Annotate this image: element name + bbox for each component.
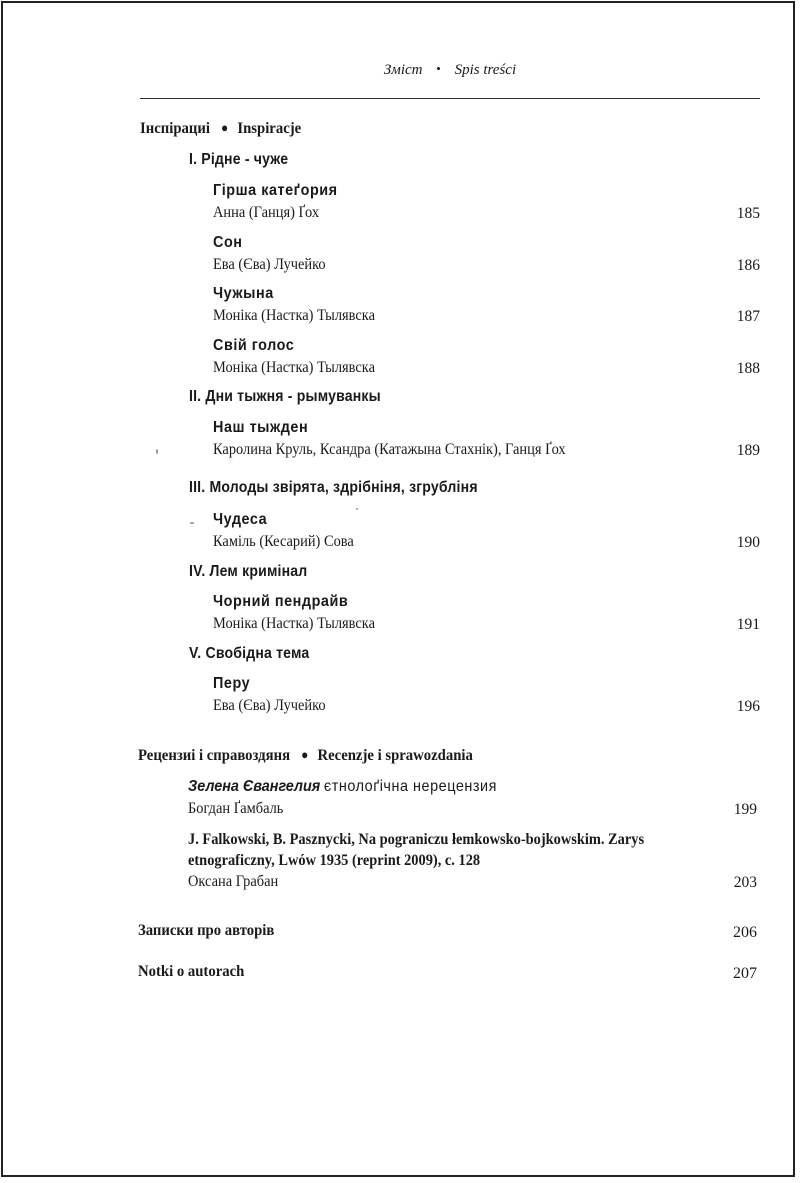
entry-title: Наш тыжден: [213, 419, 309, 436]
entry-page-number: 190: [736, 534, 760, 551]
review-title-rest: єтнолоґічна нерецензия: [323, 778, 497, 795]
scan-speck: [190, 522, 194, 524]
chapter-heading: [189, 563, 307, 581]
chapter-numeral: I.: [189, 151, 198, 168]
chapter-title: Рідне - чуже: [201, 151, 289, 168]
entry-title: Свій голос: [213, 337, 295, 354]
section-heading-inspirations: [140, 120, 301, 138]
entry-page-number: 185: [736, 205, 760, 222]
review-entry-title-line: etnograficzny, Lwów 1935 (reprint 2009), c. 128: [188, 852, 481, 869]
back-matter-title: Записки про авторів: [138, 922, 275, 939]
entry-title: Чорний пендрайв: [213, 593, 349, 610]
chapter-heading: [189, 645, 309, 663]
chapter-heading: [189, 388, 381, 406]
header-title-ua: Зміст: [383, 62, 423, 78]
chapter-numeral: III.: [189, 479, 206, 496]
entry-title: Гірша катеґория: [213, 182, 338, 199]
entry-title: Перу: [213, 675, 251, 692]
section-title-pl: Recenzje i sprawozdania: [317, 747, 473, 764]
entry-page-number: 196: [736, 698, 760, 715]
chapter-title: Свобідна тема: [205, 645, 310, 662]
section-heading-reviews: [138, 747, 473, 765]
entry-page-number: 186: [736, 257, 760, 274]
scan-speck: [156, 449, 158, 454]
entry-page-number: 191: [736, 616, 760, 633]
chapter-heading: [189, 151, 288, 169]
header-rule: [140, 98, 760, 99]
header-title-pl: Spis treści: [454, 62, 517, 78]
entry-page-number: 189: [736, 442, 760, 459]
review-entry-title-line: J. Falkowski, B. Pasznycki, Na pograniczu łemkowsko-bojkowskim. Zarys: [188, 831, 645, 848]
entry-author: Моніка (Настка) Тылявска: [213, 359, 375, 376]
section-title-pl: Inspiracje: [237, 120, 302, 137]
chapter-title: Молоды звірята, здрібніня, згрубліня: [209, 479, 478, 496]
entry-author: Ева (Єва) Лучейко: [213, 256, 326, 273]
section-bullet: ●: [301, 747, 309, 762]
chapter-numeral: II.: [189, 388, 202, 405]
entry-author: Богдан Ґамбаль: [188, 800, 284, 817]
entry-author: Каролина Круль, Ксандра (Катажына Стахнік), Ганця Ґох: [213, 441, 566, 458]
section-bullet: ●: [220, 120, 229, 135]
running-header: [140, 62, 760, 79]
entry-author: Моніка (Настка) Тылявска: [213, 307, 375, 324]
header-separator: •: [436, 61, 441, 76]
entry-page-number: 187: [736, 308, 760, 325]
entry-author: Ева (Єва) Лучейко: [213, 697, 326, 714]
page-border: [1, 1, 795, 1177]
chapter-numeral: V.: [189, 645, 202, 662]
chapter-heading: [189, 479, 478, 497]
chapter-title: Лем кримінал: [209, 563, 308, 580]
entry-author: Каміль (Кесарий) Сова: [213, 533, 354, 550]
entry-page-number: 206: [733, 924, 757, 941]
chapter-title: Дни тыжня - рымуванкы: [205, 388, 381, 405]
entry-title: Чужына: [213, 285, 274, 302]
section-title-ua: Рецензиі і справоздяня: [138, 747, 291, 764]
entry-title: Сон: [213, 234, 243, 251]
entry-page-number: 203: [733, 874, 757, 891]
review-entry-title: [188, 778, 497, 796]
entry-author: Анна (Ганця) Ґох: [213, 204, 320, 221]
entry-author: Моніка (Настка) Тылявска: [213, 615, 375, 632]
section-title-ua: Інспірациі: [140, 120, 210, 137]
review-title-italic: Зелена Євангелия: [188, 778, 321, 795]
back-matter-title: Notki o autorach: [138, 963, 245, 980]
entry-title: Чудеса: [213, 511, 268, 528]
scan-speck: [356, 508, 358, 510]
chapter-numeral: IV.: [189, 563, 206, 580]
entry-page-number: 199: [733, 801, 757, 818]
entry-page-number: 188: [736, 360, 760, 377]
entry-author: Оксана Грабан: [188, 873, 279, 890]
entry-page-number: 207: [733, 965, 757, 982]
